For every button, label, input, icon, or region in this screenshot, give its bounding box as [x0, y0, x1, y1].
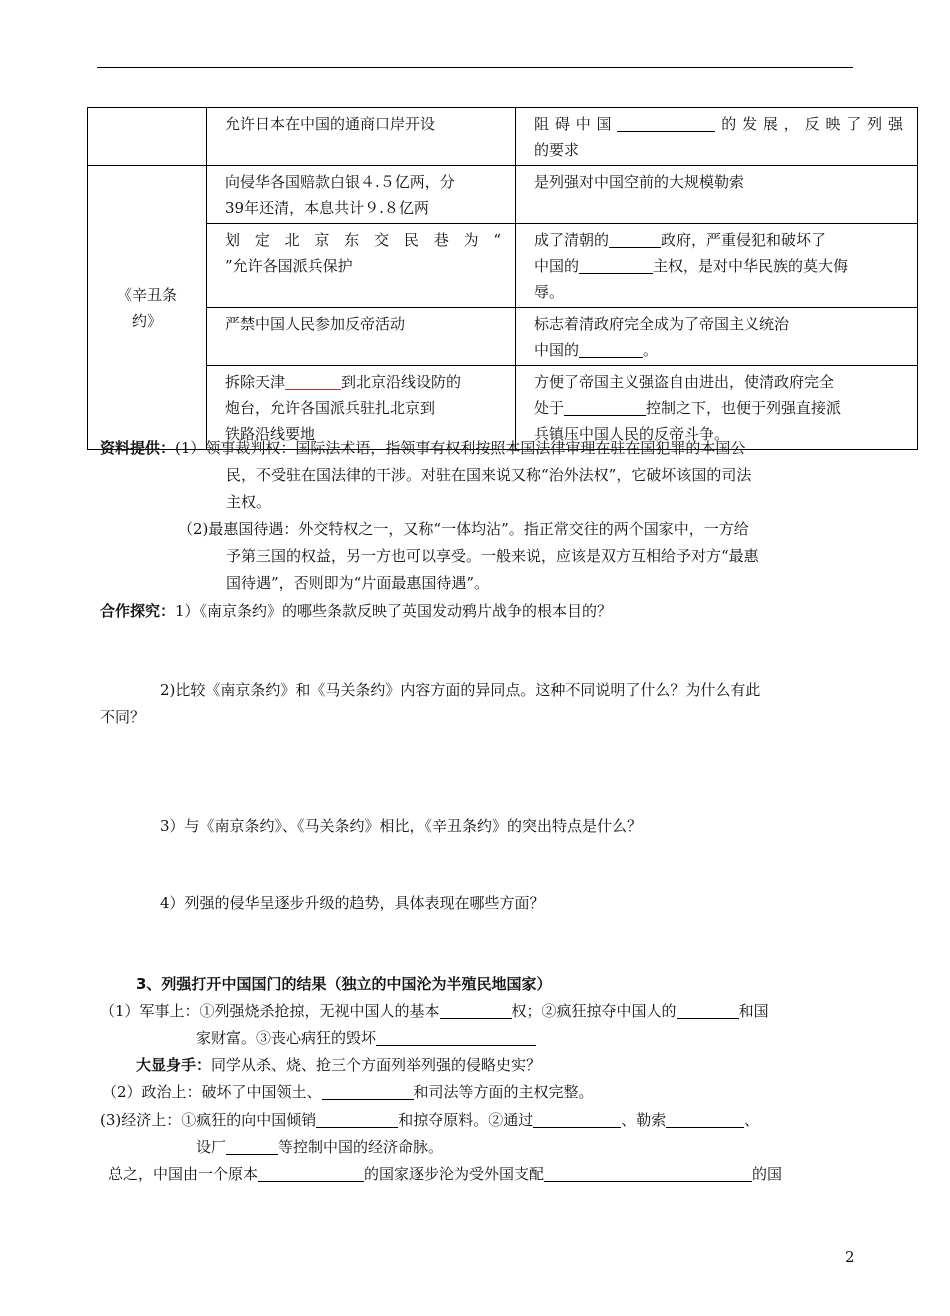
table-row — [88, 308, 918, 366]
effect-line: 标志着清政府完全成为了帝国主义统治 — [534, 315, 790, 333]
political-line: （2）政治上：破坏了中国领土、 和司法等方面的主权完整。 — [102, 1083, 594, 1101]
fill-blank[interactable] — [376, 1029, 536, 1046]
content-cell — [207, 166, 516, 224]
effect-line: 阻碍中国 的发展，反映了列强 — [534, 115, 903, 133]
fill-blank[interactable] — [666, 1111, 744, 1128]
content-line: 拆除天津 到北京沿线设防的 — [225, 373, 462, 391]
materials-line-4: （2)最惠国待遇：外交特权之一，又称“一体均沾”。指正常交往的两个国家中，一方给 — [178, 520, 749, 538]
fill-blank[interactable] — [316, 1111, 398, 1128]
content-text: 严禁中国人民参加反帝活动 — [225, 315, 406, 333]
effect-cell — [516, 308, 918, 366]
table-row — [88, 108, 918, 166]
content-cell — [207, 108, 516, 166]
table-row — [88, 224, 918, 308]
cooperation-q4: 4）列强的侵华呈逐步升级的趋势，具体表现在哪些方面？ — [160, 894, 545, 912]
materials-line-6: 国待遇”，否则即为“片面最惠国待遇”。 — [226, 574, 490, 592]
fill-blank[interactable] — [617, 115, 715, 132]
economic-line-2: 设厂 等控制中国的经济命脉。 — [196, 1138, 444, 1156]
content-text: 允许日本在中国的通商口岸开设 — [225, 115, 436, 133]
economic-line: (3)经济上：①疯狂的向中国倾销 和掠夺原料。②通过 、勒索 、 — [100, 1111, 760, 1129]
content-line: 铁路沿线要地 — [225, 425, 316, 443]
page-number: 2 — [845, 1248, 855, 1266]
effect-cell — [516, 108, 918, 166]
content-cell — [207, 308, 516, 366]
fill-blank[interactable] — [579, 257, 653, 274]
treaty-name-cell — [88, 166, 207, 450]
materials-line-3: 主权。 — [226, 493, 272, 511]
fill-blank[interactable] — [440, 1002, 512, 1019]
fill-blank[interactable] — [533, 1111, 621, 1128]
effect-line: 辱。 — [534, 283, 565, 301]
effect-line: 的要求 — [534, 141, 580, 159]
materials-line-5: 予第三国的权益，另一方也可以享受。一般来说，应该是双方互相给予对方“最惠 — [226, 547, 759, 565]
cooperation-label: 合作探究： — [100, 602, 176, 620]
effect-text: 是列强对中国空前的大规模勒索 — [534, 173, 745, 191]
fill-blank[interactable] — [579, 341, 643, 358]
cooperation-q1: 合作探究：1）《南京条约》的哪些条款反映了英国发动鸦片战争的根本目的？ — [100, 602, 613, 620]
materials-line-1: 资料提供：(1）领事裁判权：国际法术语，指领事有权利按照本国法律审理在驻在国犯罪的本国公 — [100, 439, 746, 457]
effect-line: 中国的 。 — [534, 341, 659, 359]
section3-heading: 3、列强打开中国国门的结果（独立的中国沦为半殖民地国家） — [136, 975, 552, 993]
fill-blank[interactable] — [544, 1165, 752, 1182]
fill-blank[interactable] — [677, 1002, 739, 1019]
effect-line: 中国的 主权，是对中华民族的莫大侮 — [534, 257, 849, 275]
fill-blank[interactable] — [609, 231, 661, 248]
fill-blank[interactable] — [322, 1083, 414, 1100]
table-row — [88, 166, 918, 224]
materials-label: 资料提供： — [100, 439, 176, 457]
cooperation-q2: 2)比较《南京条约》和《马关条约》内容方面的异同点。这种不同说明了什么？为什么有此 — [160, 681, 761, 699]
effect-line: 兵镇压中国人民的反帝斗争。 — [534, 425, 730, 443]
treaty-cell-empty — [88, 108, 207, 166]
fill-blank[interactable] — [258, 1165, 364, 1182]
content-cell — [207, 224, 516, 308]
treaty-name: 《辛丑条 约》 — [116, 285, 177, 330]
military-line: （1）军事上：①列强烧杀抢掠，无视中国人的基本 权；②疯狂掠夺中国人的 和国 — [100, 1002, 769, 1020]
cooperation-q3: 3）与《南京条约》、《马关条约》相比，《辛丑条约》的突出特点是什么？ — [160, 817, 643, 835]
effect-line: 方便了帝国主义强盗自由进出，使清政府完全 — [534, 373, 835, 391]
content-line: ”允许各国派兵保护 — [225, 257, 353, 275]
effect-line: 处于 控制之下，也便于列强直接派 — [534, 399, 842, 417]
summary-line: 总之，中国由一个原本 的国家逐步沦为受外国支配 的国 — [108, 1165, 783, 1183]
content-line: 划定北京东交民巷为“ — [225, 231, 501, 249]
fill-blank[interactable] — [285, 373, 341, 390]
show-line: 大显身手：同学从杀、烧、抢三个方面列举列强的侵略史实？ — [136, 1056, 542, 1074]
content-line: 炮台，允许各国派兵驻扎北京到 — [225, 399, 436, 417]
effect-cell — [516, 224, 918, 308]
treaty-table — [87, 107, 918, 450]
effect-cell — [516, 166, 918, 224]
fill-blank[interactable] — [564, 399, 646, 416]
effect-line: 成了清朝的 政府，严重侵犯和破坏了 — [534, 231, 827, 249]
content-line: 39年还清，本息共计９.８亿两 — [225, 199, 429, 217]
fill-blank[interactable] — [226, 1138, 278, 1155]
header-rule — [97, 67, 853, 68]
content-line: 向侵华各国赔款白银４.５亿两，分 — [225, 173, 455, 191]
materials-line-2: 民，不受驻在国法律的干涉。对驻在国来说又称“治外法权”，它破坏该国的司法 — [226, 466, 752, 484]
military-line-2: 家财富。③丧心病狂的毁坏 — [196, 1027, 536, 1049]
cooperation-q2-cont: 不同？ — [100, 708, 146, 726]
show-label: 大显身手： — [136, 1056, 212, 1074]
